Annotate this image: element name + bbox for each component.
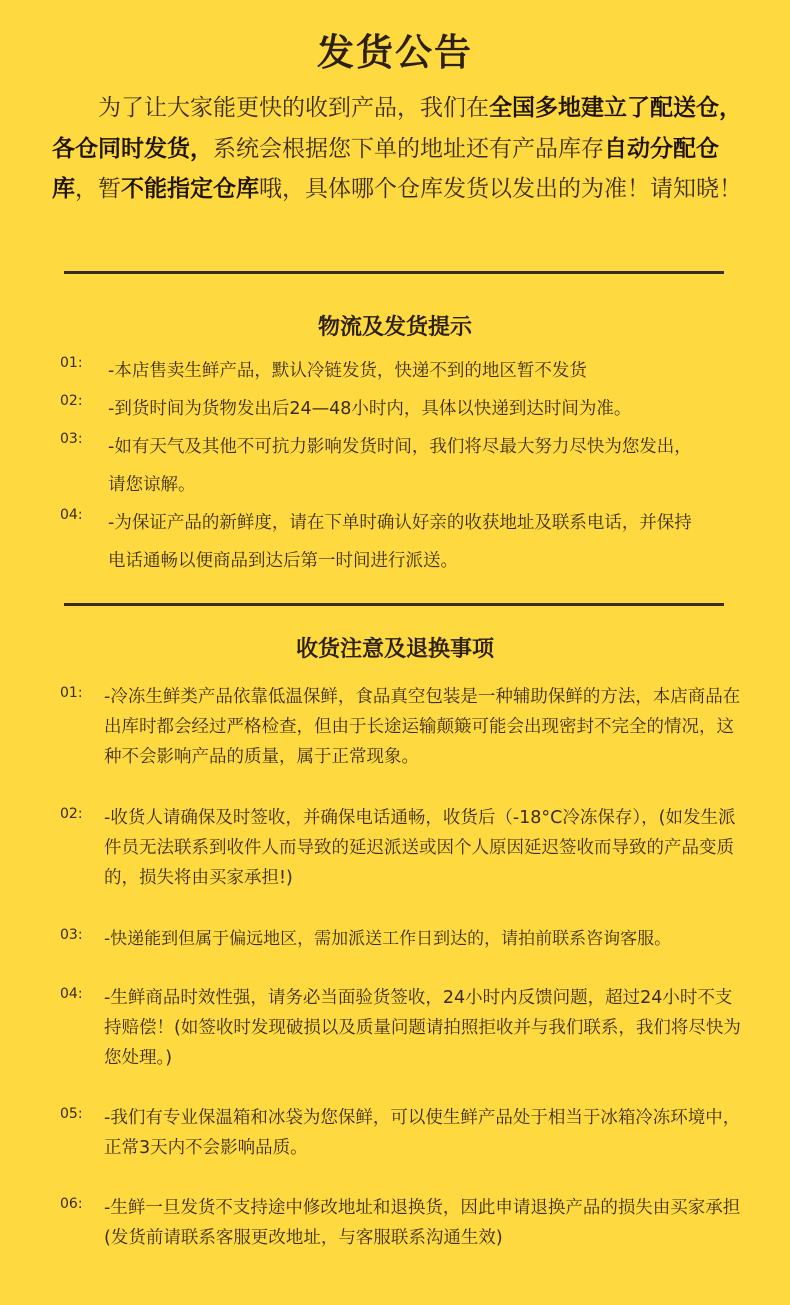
section-title-returns: 收货注意及退换事项	[295, 637, 494, 662]
item-text: -为保证产品的新鲜度，请在下单时确认好亲的收获地址及联系电话，并保持电话通畅以便商品到达后第一时间进行派送。	[108, 513, 692, 571]
intro-text-1: 为了让大家能更快的收到产品，我们在	[98, 95, 489, 121]
intro-bold-2: 自动分配仓库	[52, 135, 719, 202]
item-number: 02:	[60, 806, 83, 822]
intro-text-3: ，暂	[75, 176, 121, 202]
item-number: 03:	[60, 927, 83, 943]
item-number: 04:	[60, 986, 83, 1002]
item-text: -收货人请确保及时签收，并确保电话通畅，收货后（-18°C冷冻保存），(如发生派件员无法联系到收件人而导致的延迟派送或因个人原因延迟签收而导致的产品变质的，损失将由买家承担!)	[104, 808, 736, 888]
intro-bold-3: 不能指定仓库	[121, 176, 259, 202]
item-text: -快递能到但属于偏远地区，需加派送工作日到达的，请拍前联系咨询客服。	[104, 929, 672, 949]
item-number: 03:	[60, 431, 83, 447]
item-number: 01:	[60, 355, 83, 371]
item-number: 02:	[60, 393, 83, 409]
intro-text-4: 哦，具体哪个仓库发货以发出的为准！请知晓！	[259, 176, 742, 202]
intro-text-2: 系统会根据您下单的地址还有产品库存	[213, 135, 604, 162]
item-text: -生鲜商品时效性强，请务必当面验货签收，24小时内反馈问题，超过24小时不支持赔偿！(如签收时发现破损以及质量问题请拍照拒收并与我们联系，我们将尽快为您处理。)	[104, 988, 741, 1068]
item-number: 06:	[60, 1196, 83, 1212]
section-title-logistics: 物流及发货提示	[317, 315, 472, 340]
divider-1	[64, 271, 724, 274]
item-number: 05:	[60, 1106, 83, 1122]
divider-2	[64, 603, 724, 606]
intro-bold-1: 全国多地建立了配送仓，各仓同时发货，	[52, 95, 742, 162]
item-text: -我们有专业保温箱和冰袋为您保鲜，可以使生鲜产品处于相当于冰箱冷冻环境中，正常3天内不会影响品质。	[104, 1108, 741, 1158]
item-number: 01:	[60, 685, 83, 701]
item-number: 04:	[60, 507, 83, 523]
item-text: -冷冻生鲜类产品依靠低温保鲜，食品真空包装是一种辅助保鲜的方法，本店商品在出库时都会经过严格检查，但由于长途运输颠簸可能会出现密封不完全的情况，这种不会影响产品的质量，属于正常现象。	[104, 687, 741, 767]
intro-paragraph	[52, 88, 744, 210]
item-text: -生鲜一旦发货不支持途中修改地址和退换货，因此申请退换产品的损失由买家承担(发货前请联系客服更改地址，与客服联系沟通生效)	[104, 1198, 741, 1248]
item-text: -本店售卖生鲜产品，默认冷链发货，快递不到的地区暂不发货	[108, 361, 587, 381]
item-text: -到货时间为货物发出后24—48小时内，具体以快递到达时间为准。	[108, 399, 632, 419]
page-title: 发货公告	[317, 31, 473, 74]
item-text: -如有天气及其他不可抗力影响发货时间，我们将尽最大努力尽快为您发出，请您谅解。	[108, 437, 692, 495]
